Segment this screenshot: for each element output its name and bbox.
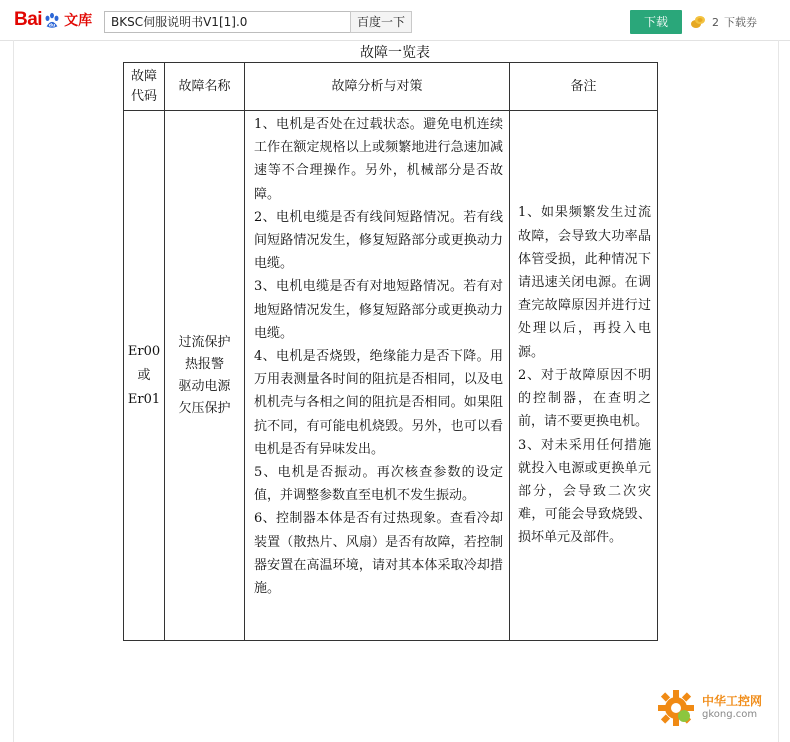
search-input[interactable] bbox=[104, 11, 362, 33]
fault-code-or: 或 bbox=[137, 367, 151, 383]
fault-name-line: 过流保护 bbox=[178, 334, 231, 350]
notes-cell bbox=[510, 111, 658, 641]
paw-icon bbox=[43, 12, 61, 30]
fault-code-er00: Er00 bbox=[127, 343, 161, 359]
analysis-item-1: 1、电机是否处在过载状态。避免电机连续工作在额定规格以上或频繁地进行急速加减速等不合理操作。另外，机械部分是否故障。 bbox=[254, 117, 503, 202]
document-title: 故障一览表 bbox=[360, 45, 430, 61]
fault-analysis-cell bbox=[245, 111, 510, 641]
header-fault-name: 故障名称 bbox=[165, 63, 245, 111]
gkong-watermark bbox=[654, 686, 784, 730]
table-row bbox=[124, 111, 658, 641]
watermark-text bbox=[702, 694, 762, 722]
fault-name-line: 热报警 bbox=[184, 356, 224, 372]
coin-icon bbox=[690, 15, 706, 29]
analysis-item-3: 3、电机电缆是否有对地短路情况。若有对地短路情况发生，修复短路部分或更换动力电缆。 bbox=[254, 279, 503, 341]
download-coupon[interactable] bbox=[690, 12, 757, 32]
watermark-en: gkong.com bbox=[702, 709, 758, 720]
header-fault-code-line1: 故障 bbox=[130, 68, 157, 84]
search-button[interactable]: 百度一下 bbox=[350, 11, 412, 33]
analysis-item-6: 6、控制器本体是否有过热现象。查看冷却装置（散热片、风扇）是否有故障，若控制器安置在高温环境，请对其本体采取冷却措施。 bbox=[254, 511, 503, 597]
fault-table bbox=[123, 62, 658, 641]
header-fault-code bbox=[124, 63, 165, 111]
note-item-2: 2、对于故障原因不明的控制器，在查明之前，请不要更换电机。 bbox=[518, 367, 651, 430]
fault-name-line: 欠压保护 bbox=[178, 400, 231, 416]
gear-icon bbox=[654, 686, 698, 730]
header-fault-analysis: 故障分析与对策 bbox=[245, 63, 510, 111]
analysis-item-5: 5、电机是否振动。再次核查参数的设定值，并调整参数直至电机不发生振动。 bbox=[254, 465, 503, 504]
logo-wenku-text: 文库 bbox=[64, 12, 93, 28]
note-item-1: 1、如果频繁发生过流故障，会导致大功率晶体管受损，此种情况下请迅速关闭电源。在调查完故障原因并进行过处理以后，再投入电源。 bbox=[518, 205, 651, 360]
header-notes: 备注 bbox=[510, 63, 658, 111]
fault-name-line: 驱动电源 bbox=[178, 378, 231, 394]
fault-code-er01: Er01 bbox=[127, 391, 161, 407]
analysis-item-2: 2、电机电缆是否有线间短路情况。若有线间短路情况发生，修复短路部分或更换动力电缆。 bbox=[254, 209, 503, 272]
coupon-count: 2 bbox=[712, 15, 719, 29]
table-header-row bbox=[124, 63, 658, 111]
logo-bai-text: Bai bbox=[14, 9, 43, 30]
watermark-cn: 中华工控网 bbox=[702, 694, 763, 708]
note-item-3: 3、对未采用任何措施就投入电源或更换单元部分，会导致二次灾难，可能会导致烧毁、损坏单元及部件。 bbox=[518, 437, 651, 546]
top-bar bbox=[0, 0, 790, 41]
fault-code-cell bbox=[124, 111, 165, 641]
coupon-label: 下载券 bbox=[724, 16, 757, 29]
header-fault-code-line2: 代码 bbox=[130, 88, 157, 104]
download-button[interactable]: 下载 bbox=[630, 10, 682, 34]
svg-text:du: du bbox=[48, 23, 56, 29]
analysis-item-4: 4、电机是否烧毁，绝缘能力是否下降。用万用表测量各时间的阻抗是否相同，以及电机机壳与各相之间的阻抗是否相同。如果阻抗不同，有可能电机烧毁。另外，也可以看电机是否有异味发出。 bbox=[254, 349, 503, 457]
fault-name-cell bbox=[165, 111, 245, 641]
baidu-wenku-logo[interactable] bbox=[14, 8, 92, 32]
